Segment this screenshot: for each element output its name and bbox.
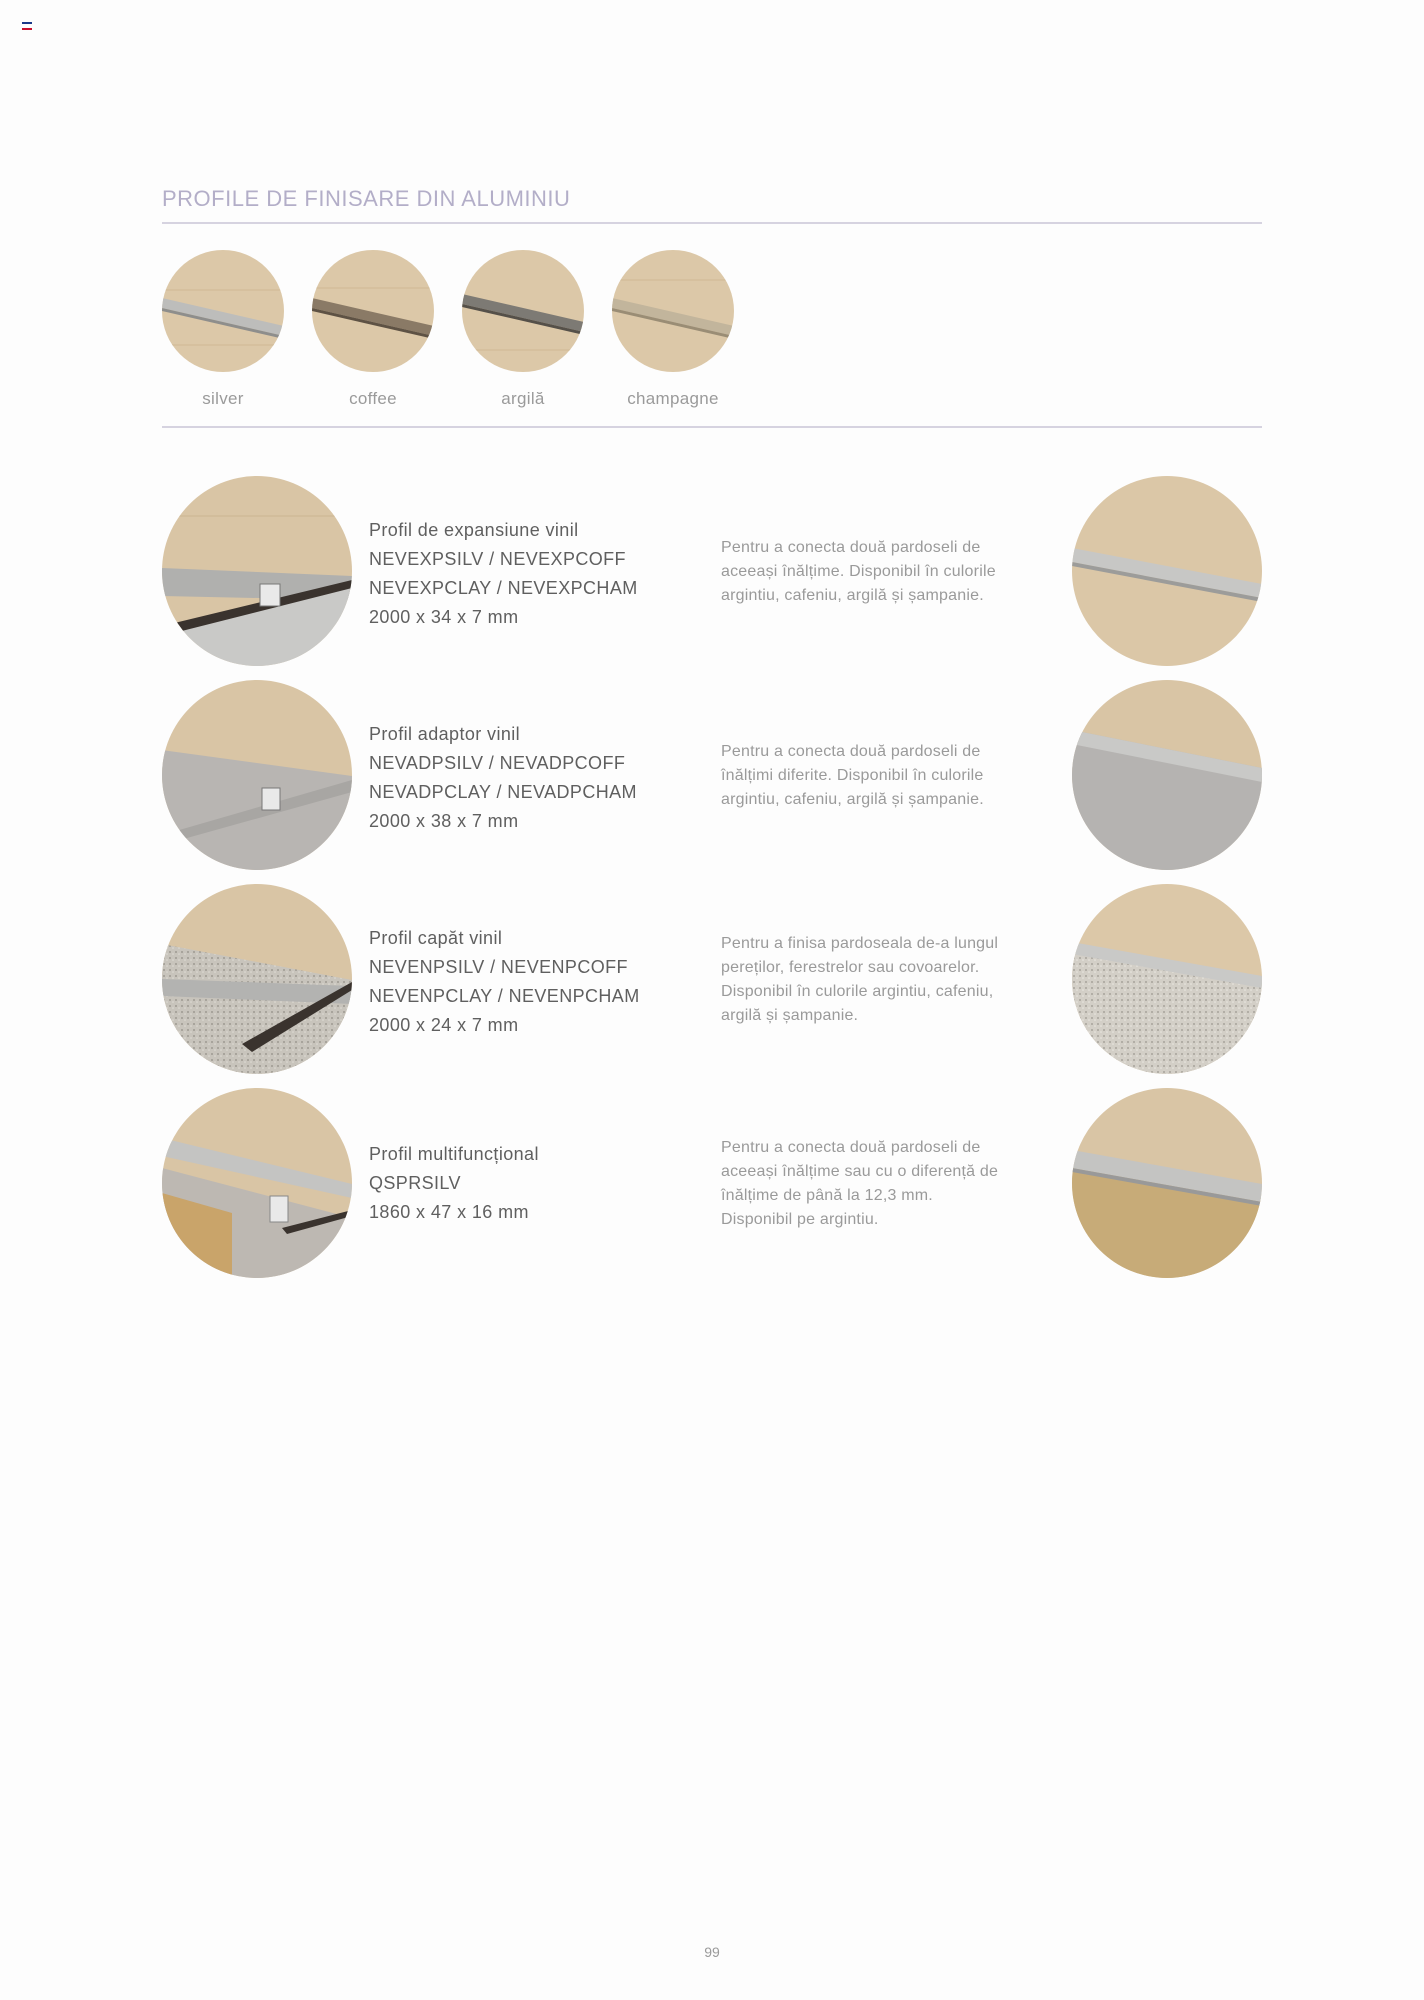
swatch-label: argilă bbox=[501, 389, 545, 408]
description-line: argilă și șampanie. bbox=[721, 1007, 859, 1024]
product-codes: NEVADPSILV / NEVADPCOFF bbox=[369, 753, 626, 773]
description-line: Pentru a conecta două pardoseli de bbox=[721, 743, 981, 760]
product-size: 1860 x 47 x 16 mm bbox=[369, 1202, 529, 1222]
product-name: Profil capăt vinil bbox=[369, 928, 503, 948]
coffee-profile-swatch-icon bbox=[312, 250, 434, 372]
divider-mid bbox=[162, 426, 1262, 428]
product-codes: NEVEXPCLAY / NEVEXPCHAM bbox=[369, 578, 638, 598]
adaptor-profile-installed-image bbox=[1072, 680, 1262, 870]
divider-top bbox=[162, 222, 1262, 224]
swatch-label: coffee bbox=[349, 389, 397, 408]
swatch-label: silver bbox=[202, 389, 244, 408]
product-name: Profil adaptor vinil bbox=[369, 724, 521, 744]
product-codes: NEVEXPSILV / NEVEXPCOFF bbox=[369, 549, 626, 569]
product-description bbox=[721, 536, 1041, 608]
product-description bbox=[721, 740, 1041, 812]
product-name: Profil multifuncțional bbox=[369, 1144, 539, 1164]
product-description bbox=[721, 932, 1041, 1028]
product-name: Profil de expansiune vinil bbox=[369, 520, 579, 540]
product-adaptor bbox=[162, 680, 1262, 870]
description-line: aceeași înălțime. Disponibil în culorile bbox=[721, 563, 996, 580]
product-codes: NEVADPCLAY / NEVADPCHAM bbox=[369, 782, 637, 802]
swatch-coffee bbox=[312, 250, 434, 409]
expansion-profile-closeup-image bbox=[162, 476, 352, 666]
product-info bbox=[369, 720, 637, 836]
swatch-champagne bbox=[612, 250, 734, 409]
swatch-label: champagne bbox=[627, 389, 719, 408]
description-line: înălțimi diferite. Disponibil în culorile bbox=[721, 767, 984, 784]
description-line: înălțime de până la 12,3 mm. bbox=[721, 1187, 933, 1204]
product-description bbox=[721, 1136, 1041, 1232]
description-line: Pentru a conecta două pardoseli de bbox=[721, 1139, 981, 1156]
multifunctional-profile-installed-image bbox=[1072, 1088, 1262, 1278]
product-multifunctional bbox=[162, 1088, 1262, 1278]
argila-profile-swatch-icon bbox=[462, 250, 584, 372]
end-profile-installed-image bbox=[1072, 884, 1262, 1074]
multifunctional-profile-closeup-image bbox=[162, 1088, 352, 1278]
description-line: Disponibil în culorile argintiu, cafeniu, bbox=[721, 983, 994, 1000]
product-codes: NEVENPSILV / NEVENPCOFF bbox=[369, 957, 628, 977]
description-line: pereților, ferestrelor sau covoarelor. bbox=[721, 959, 980, 976]
description-line: Pentru a finisa pardoseala de-a lungul bbox=[721, 935, 999, 952]
expansion-profile-installed-image bbox=[1072, 476, 1262, 666]
product-size: 2000 x 34 x 7 mm bbox=[369, 607, 519, 627]
silver-profile-swatch-icon bbox=[162, 250, 284, 372]
section-title: PROFILE DE FINISARE DIN ALUMINIU bbox=[162, 186, 571, 211]
product-expansion bbox=[162, 476, 1262, 666]
description-line: argintiu, cafeniu, argilă și șampanie. bbox=[721, 587, 984, 604]
product-end bbox=[162, 884, 1262, 1074]
swatch-silver bbox=[162, 250, 284, 409]
flag-icon bbox=[22, 22, 32, 30]
product-size: 2000 x 38 x 7 mm bbox=[369, 811, 519, 831]
product-codes: NEVENPCLAY / NEVENPCHAM bbox=[369, 986, 640, 1006]
product-size: 2000 x 24 x 7 mm bbox=[369, 1015, 519, 1035]
page-number: 99 bbox=[704, 1944, 720, 1960]
end-profile-closeup-image bbox=[162, 884, 352, 1074]
product-info bbox=[369, 516, 638, 632]
product-info bbox=[369, 924, 640, 1040]
adaptor-profile-closeup-image bbox=[162, 680, 352, 870]
description-line: argintiu, cafeniu, argilă și șampanie. bbox=[721, 791, 984, 808]
description-line: Pentru a conecta două pardoseli de bbox=[721, 539, 981, 556]
champagne-profile-swatch-icon bbox=[612, 250, 734, 372]
product-info bbox=[369, 1140, 539, 1227]
description-line: Disponibil pe argintiu. bbox=[721, 1211, 879, 1228]
product-codes: QSPRSILV bbox=[369, 1173, 461, 1193]
description-line: aceeași înălțime sau cu o diferență de bbox=[721, 1163, 999, 1180]
swatch-argila bbox=[462, 250, 584, 409]
swatch-row bbox=[162, 250, 762, 409]
